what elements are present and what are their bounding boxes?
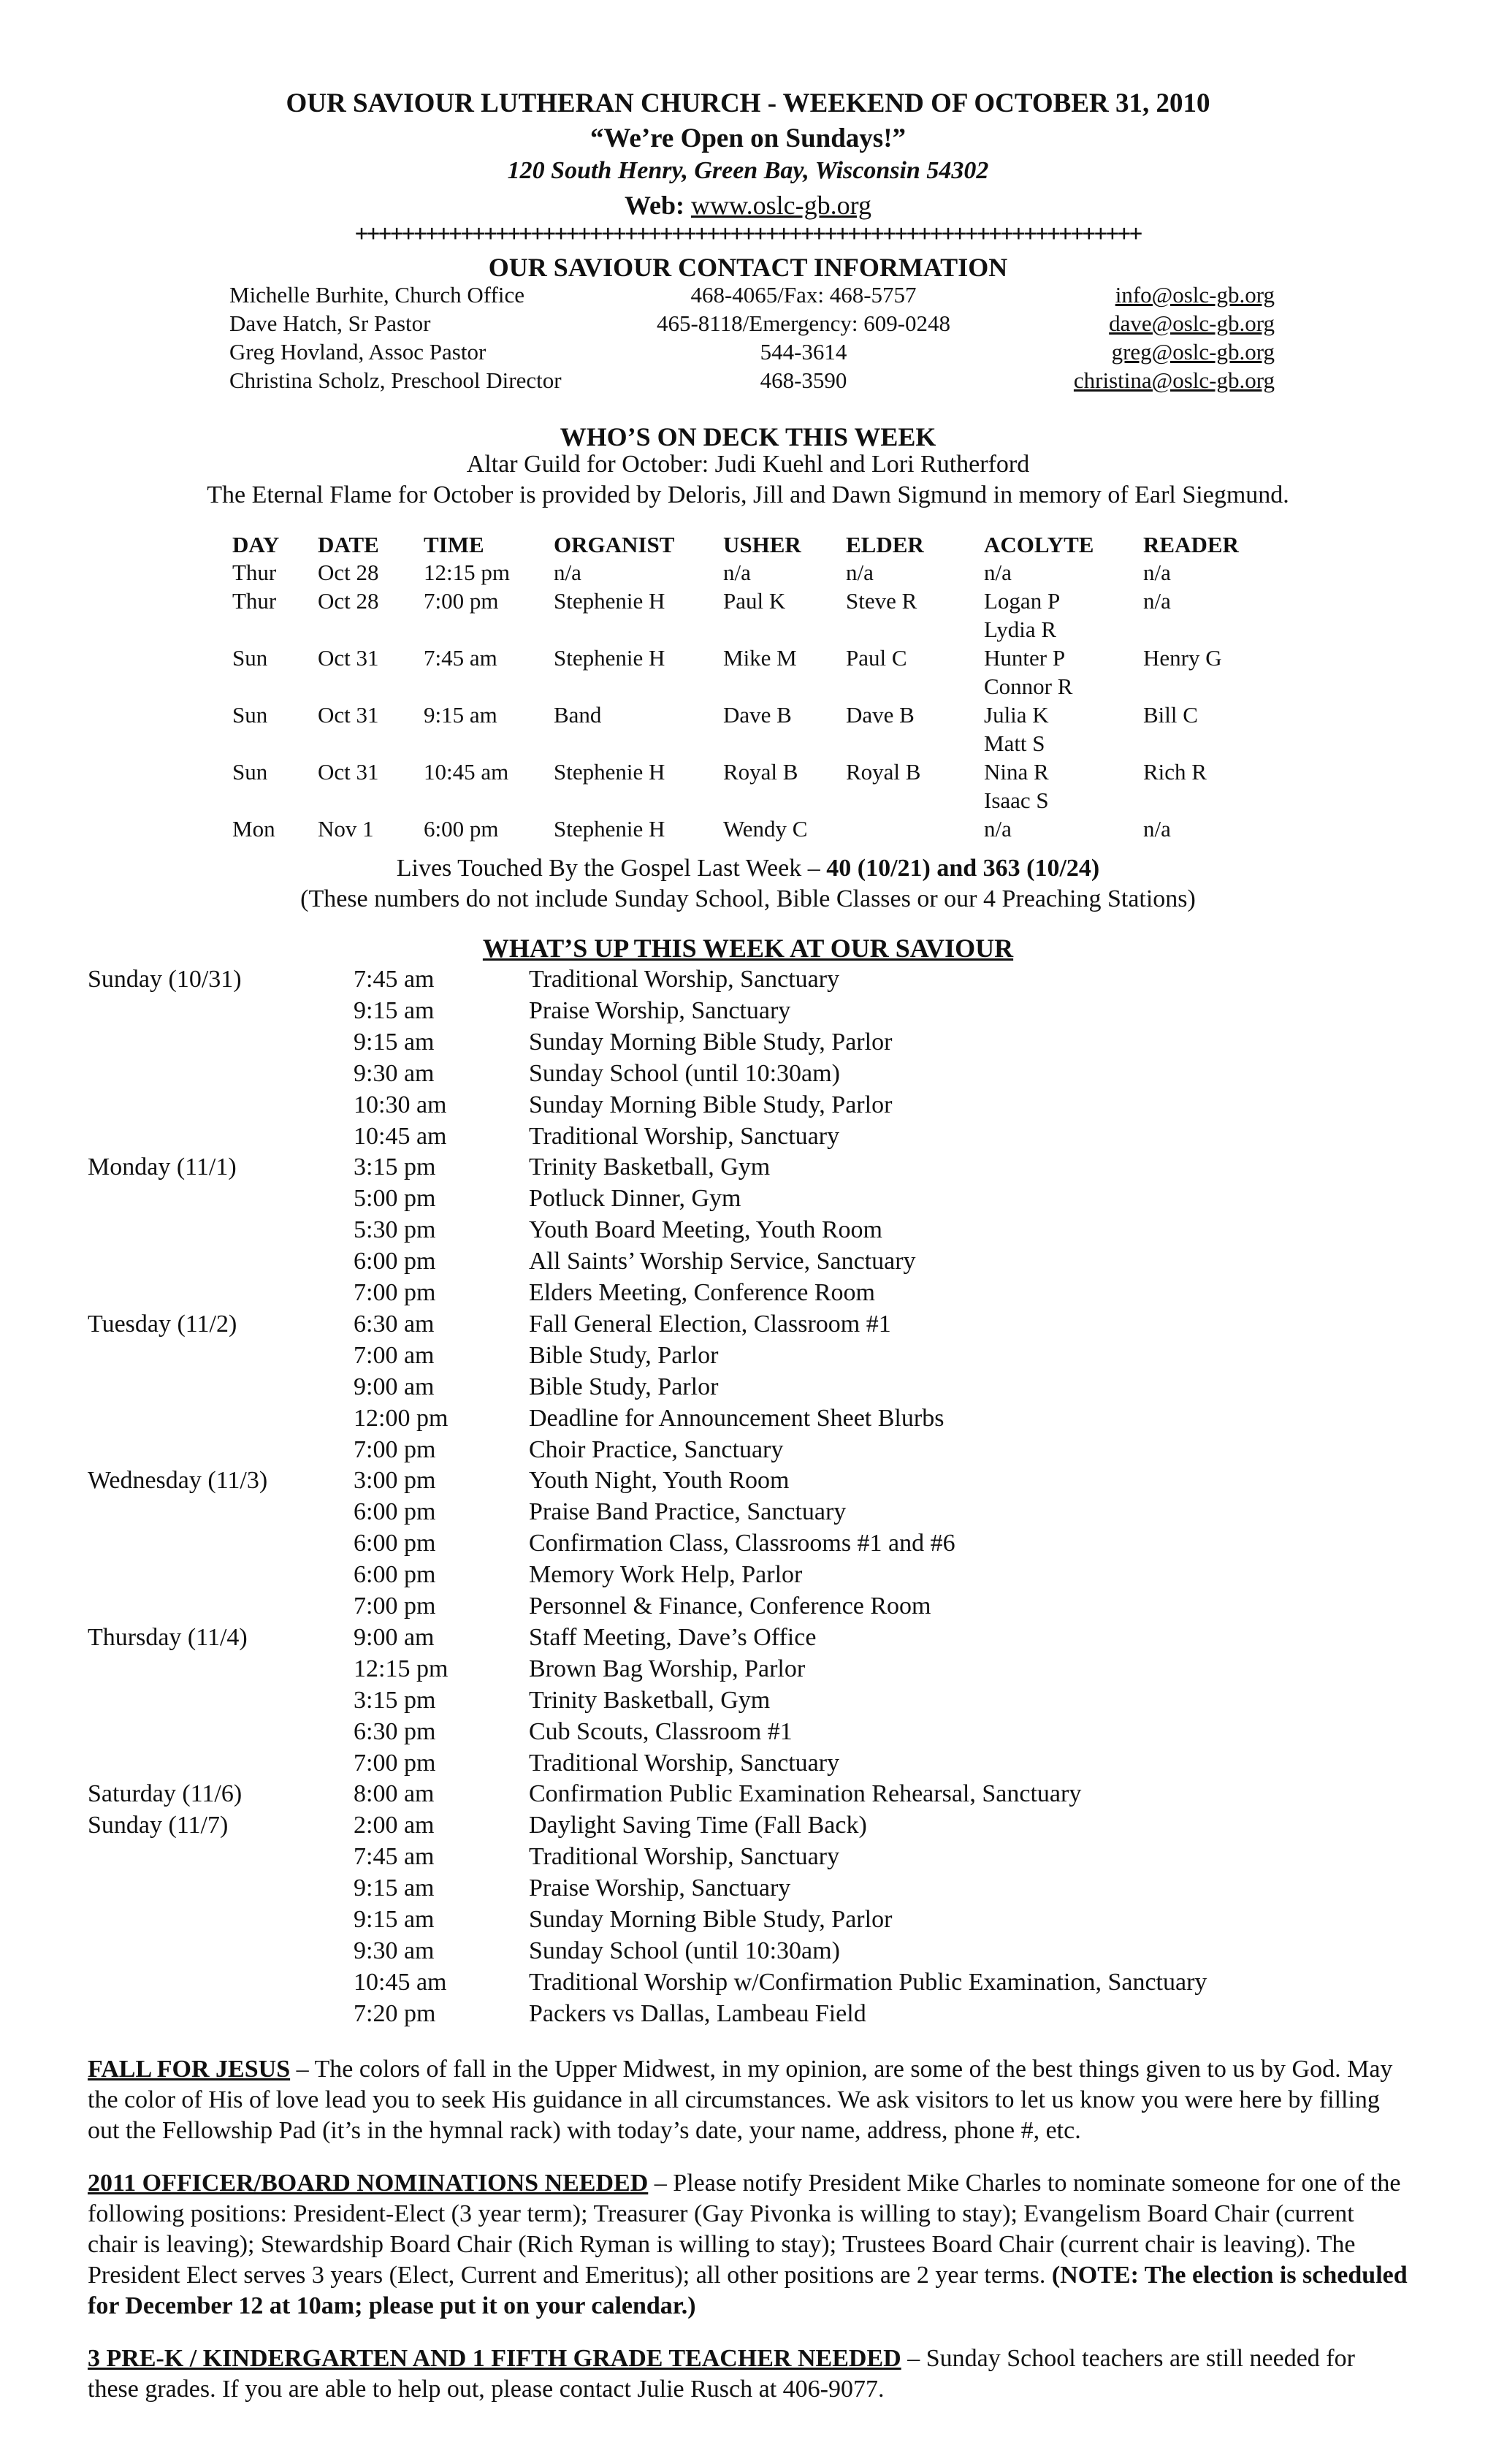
schedule-row-continued	[0, 617, 1496, 646]
cell-usher: Wendy C	[723, 816, 808, 842]
event-time: 7:00 pm	[354, 1749, 436, 1777]
col-header-usher: USHER	[723, 532, 801, 557]
contact-row	[0, 282, 1496, 311]
contact-name: Michelle Burhite, Church Office	[229, 282, 525, 308]
lives-touched-note: (These numbers do not include Sunday School, Bible Classes or our 4 Preaching Stations)	[300, 885, 1196, 912]
contact-phone: 468-4065/Fax: 468-5757	[690, 282, 917, 308]
event-row	[0, 1216, 1496, 1247]
cell-day: Mon	[232, 816, 275, 842]
event-time: 9:30 am	[354, 1937, 435, 1964]
event-time: 9:00 am	[354, 1623, 435, 1651]
event-time: 3:15 pm	[354, 1686, 436, 1714]
event-description: Traditional Worship, Sanctuary	[529, 966, 840, 993]
col-header-organist: ORGANIST	[554, 532, 675, 557]
event-time: 2:00 am	[354, 1812, 435, 1839]
event-row	[0, 1467, 1496, 1498]
contact-email-link[interactable]: info@oslc-gb.org	[1115, 282, 1275, 308]
cell-elder: Royal B	[846, 759, 921, 785]
website-line	[0, 190, 1496, 221]
contact-phone: 465-8118/Emergency: 609-0248	[656, 310, 951, 336]
cell-day: Thur	[232, 560, 277, 585]
lives-touched-text: Lives Touched By the Gospel Last Week –	[396, 855, 827, 882]
event-description: Youth Night, Youth Room	[529, 1467, 790, 1495]
event-description: Youth Board Meeting, Youth Room	[529, 1216, 882, 1244]
event-description: Trinity Basketball, Gym	[529, 1686, 771, 1714]
cell-usher: Mike M	[723, 645, 797, 671]
announcement-body: – Please notify President Mike Charles to nominate someone for one of the following positions: President-Elect (3 year term); Treasurer (Gay Pivonka is willing to stay); Evangelism Board Chair (current chair is leaving); Stewardship Board Chair (Rich Ryman is willing to stay); Trustees Board Chair (current chair is leaving). The President Elect serves 3 years (Elect, Current and Emeritus); all other positions are 2 year terms.	[88, 2170, 1401, 2289]
col-header-time: TIME	[424, 532, 484, 557]
contact-phone: 468-3590	[760, 367, 847, 393]
fall-for-jesus-announcement	[88, 2054, 1410, 2146]
cell-acolyte-second: Isaac S	[984, 787, 1049, 813]
announcement-note: (NOTE: The election is scheduled for December 12 at 10am; please put it on your calendar.)	[88, 2262, 1408, 2319]
announcement-heading: 3 PRE-K / KINDERGARTEN AND 1 FIFTH GRADE TEACHER NEEDED	[88, 2345, 901, 2372]
church-address: 120 South Henry, Green Bay, Wisconsin 54302	[507, 157, 989, 184]
event-row	[0, 1185, 1496, 1216]
event-day: Monday (11/1)	[88, 1153, 237, 1181]
cell-date: Oct 31	[318, 702, 379, 728]
cell-date: Oct 31	[318, 759, 379, 785]
event-row	[0, 1342, 1496, 1373]
event-time: 6:30 pm	[354, 1717, 436, 1745]
event-row	[0, 1153, 1496, 1184]
cell-usher: Paul K	[723, 588, 786, 614]
cell-acolyte: Julia K	[984, 702, 1049, 728]
event-description: Bible Study, Parlor	[529, 1341, 719, 1369]
event-description: Sunday School (until 10:30am)	[529, 1937, 840, 1964]
event-description: Fall General Election, Classroom #1	[529, 1310, 891, 1338]
schedule-row	[0, 816, 1496, 845]
event-time: 7:45 am	[354, 1843, 435, 1871]
contact-email-link[interactable]: greg@oslc-gb.org	[1111, 339, 1275, 365]
event-time: 7:45 am	[354, 966, 435, 993]
event-day: Sunday (10/31)	[88, 966, 242, 993]
website-link[interactable]: www.oslc-gb.org	[691, 191, 871, 220]
event-description: Potluck Dinner, Gym	[529, 1185, 741, 1213]
cell-organist: n/a	[554, 560, 581, 585]
event-time: 7:00 pm	[354, 1435, 436, 1463]
cell-usher: n/a	[723, 560, 751, 585]
cell-date: Oct 28	[318, 560, 379, 585]
event-row	[0, 997, 1496, 1028]
cell-organist: Stephenie H	[554, 645, 665, 671]
event-row	[0, 1530, 1496, 1560]
event-description: Brown Bag Worship, Parlor	[529, 1655, 806, 1682]
event-row	[0, 1718, 1496, 1749]
teachers-needed-announcement	[88, 2343, 1410, 2405]
bulletin-slogan: “We’re Open on Sundays!”	[589, 123, 907, 153]
event-description: Personnel & Finance, Conference Room	[529, 1593, 931, 1620]
event-description: Confirmation Class, Classrooms #1 and #6	[529, 1530, 955, 1557]
schedule-row	[0, 645, 1496, 674]
cell-time: 7:00 pm	[424, 588, 499, 614]
cell-reader: n/a	[1143, 560, 1171, 585]
cell-day: Thur	[232, 588, 277, 614]
event-time: 6:00 pm	[354, 1498, 436, 1526]
event-row	[0, 1874, 1496, 1905]
event-time: 7:00 am	[354, 1341, 435, 1369]
event-row	[0, 2000, 1496, 2031]
event-row	[0, 1561, 1496, 1592]
event-time: 3:00 pm	[354, 1467, 436, 1495]
altar-guild-line: Altar Guild for October: Judi Kuehl and Lori Rutherford	[466, 451, 1030, 478]
cell-time: 6:00 pm	[424, 816, 499, 842]
cell-day: Sun	[232, 759, 268, 785]
event-time: 9:15 am	[354, 1028, 435, 1056]
event-row	[0, 1123, 1496, 1153]
event-time: 6:00 pm	[354, 1530, 436, 1557]
cell-acolyte-second: Matt S	[984, 731, 1045, 756]
event-description: Deadline for Announcement Sheet Blurbs	[529, 1404, 944, 1432]
contact-email-link[interactable]: dave@oslc-gb.org	[1109, 310, 1275, 336]
contact-row	[0, 339, 1496, 368]
cell-elder: Dave B	[846, 702, 915, 728]
contact-phone: 544-3614	[760, 339, 847, 365]
cell-acolyte: Hunter P	[984, 645, 1066, 671]
cell-time: 9:15 am	[424, 702, 497, 728]
cell-time: 10:45 am	[424, 759, 509, 785]
cell-usher: Dave B	[723, 702, 792, 728]
schedule-header-row	[0, 532, 1496, 561]
event-description: Confirmation Public Examination Rehearsal, Sanctuary	[529, 1780, 1082, 1808]
cell-reader: n/a	[1143, 588, 1171, 614]
event-row	[0, 1436, 1496, 1467]
nominations-announcement	[88, 2168, 1410, 2322]
cell-organist: Band	[554, 702, 602, 728]
event-description: Sunday School (until 10:30am)	[529, 1059, 840, 1087]
event-description: Elders Meeting, Conference Room	[529, 1279, 875, 1306]
event-time: 10:45 am	[354, 1968, 447, 1996]
event-description: Traditional Worship, Sanctuary	[529, 1843, 840, 1871]
contact-email-link[interactable]: christina@oslc-gb.org	[1073, 367, 1275, 393]
cell-acolyte-second: Lydia R	[984, 617, 1057, 642]
cell-acolyte: Nina R	[984, 759, 1049, 785]
announcement-body: – The colors of fall in the Upper Midwest, in my opinion, are some of the best things given to us by God. May the color of His of love lead you to seek His guidance in all circumstances. We ask visitors to let us know you were here by filling out the Fellowship Pad (it’s in the hymnal rack) with today’s date, your name, address, phone #, etc.	[88, 2056, 1393, 2144]
event-time: 9:15 am	[354, 996, 435, 1024]
event-time: 12:00 pm	[354, 1404, 449, 1432]
event-description: Choir Practice, Sanctuary	[529, 1435, 784, 1463]
cell-reader: Henry G	[1143, 645, 1222, 671]
event-row	[0, 1687, 1496, 1717]
cell-elder: n/a	[846, 560, 874, 585]
event-day: Thursday (11/4)	[88, 1623, 248, 1651]
website-label: Web:	[625, 191, 685, 220]
event-row	[0, 1498, 1496, 1529]
event-description: Daylight Saving Time (Fall Back)	[529, 1812, 867, 1839]
event-time: 8:00 am	[354, 1780, 435, 1808]
event-row	[0, 1812, 1496, 1842]
event-time: 10:30 am	[354, 1091, 447, 1118]
cell-reader: n/a	[1143, 816, 1171, 842]
cell-acolyte: n/a	[984, 816, 1012, 842]
cell-acolyte: n/a	[984, 560, 1012, 585]
event-description: Traditional Worship, Sanctuary	[529, 1122, 840, 1150]
contact-name: Dave Hatch, Sr Pastor	[229, 310, 431, 336]
event-row	[0, 1624, 1496, 1655]
contact-row	[0, 310, 1496, 340]
event-time: 7:00 pm	[354, 1593, 436, 1620]
event-time: 9:00 am	[354, 1373, 435, 1400]
event-time: 7:00 pm	[354, 1279, 436, 1306]
eternal-flame-line: The Eternal Flame for October is provided by Deloris, Jill and Dawn Sigmund in memory of Earl Siegmund.	[207, 481, 1289, 508]
event-description: Bible Study, Parlor	[529, 1373, 719, 1400]
event-time: 6:30 am	[354, 1310, 435, 1338]
event-row	[0, 1906, 1496, 1937]
event-row	[0, 1091, 1496, 1122]
event-time: 3:15 pm	[354, 1153, 436, 1181]
cell-reader: Rich R	[1143, 759, 1207, 785]
announcement-heading: FALL FOR JESUS	[88, 2056, 291, 2083]
event-description: Praise Worship, Sanctuary	[529, 1874, 791, 1902]
cell-acolyte: Logan P	[984, 588, 1061, 614]
col-header-reader: READER	[1143, 532, 1239, 557]
cell-elder: Steve R	[846, 588, 917, 614]
event-time: 5:30 pm	[354, 1216, 436, 1244]
event-row	[0, 1311, 1496, 1341]
cell-day: Sun	[232, 645, 268, 671]
event-row	[0, 1655, 1496, 1686]
cell-time: 7:45 am	[424, 645, 497, 671]
event-row	[0, 1060, 1496, 1091]
event-time: 9:15 am	[354, 1874, 435, 1902]
lives-touched-line	[0, 855, 1496, 882]
event-time: 7:20 pm	[354, 1999, 436, 2027]
plus-divider: +++++++++++++++++++++++++++++++++++++++++++++++++++++++++++++++++++	[354, 221, 1142, 246]
event-row	[0, 1937, 1496, 1968]
col-header-day: DAY	[232, 532, 280, 557]
bulletin-title: OUR SAVIOUR LUTHERAN CHURCH - WEEKEND OF OCTOBER 31, 2010	[286, 88, 1210, 118]
event-description: Memory Work Help, Parlor	[529, 1561, 803, 1589]
schedule-row	[0, 560, 1496, 589]
contact-row	[0, 367, 1496, 397]
event-description: Staff Meeting, Dave’s Office	[529, 1623, 817, 1651]
event-row	[0, 1248, 1496, 1278]
col-header-elder: ELDER	[846, 532, 924, 557]
schedule-row-continued	[0, 787, 1496, 817]
event-row	[0, 1279, 1496, 1310]
on-deck-title: WHO’S ON DECK THIS WEEK	[560, 422, 936, 451]
event-description: Sunday Morning Bible Study, Parlor	[529, 1028, 893, 1056]
cell-date: Oct 31	[318, 645, 379, 671]
contact-name: Christina Scholz, Preschool Director	[229, 367, 562, 393]
lives-touched-numbers: 40 (10/21) and 363 (10/24)	[826, 855, 1100, 882]
event-description: Traditional Worship w/Confirmation Public Examination, Sanctuary	[529, 1968, 1207, 1996]
event-description: Trinity Basketball, Gym	[529, 1153, 771, 1181]
event-row	[0, 1593, 1496, 1623]
event-time: 9:15 am	[354, 1906, 435, 1933]
cell-date: Nov 1	[318, 816, 374, 842]
col-header-acolyte: ACOLYTE	[984, 532, 1094, 557]
cell-organist: Stephenie H	[554, 588, 665, 614]
cell-usher: Royal B	[723, 759, 798, 785]
event-day: Wednesday (11/3)	[88, 1467, 268, 1495]
cell-date: Oct 28	[318, 588, 379, 614]
announcement-heading: 2011 OFFICER/BOARD NOMINATIONS NEEDED	[88, 2170, 649, 2197]
event-row	[0, 1373, 1496, 1404]
event-row	[0, 1843, 1496, 1874]
event-time: 12:15 pm	[354, 1655, 449, 1682]
cell-elder: Paul C	[846, 645, 907, 671]
event-description: All Saints’ Worship Service, Sanctuary	[529, 1248, 916, 1275]
event-time: 5:00 pm	[354, 1185, 436, 1213]
event-row	[0, 1969, 1496, 1999]
event-description: Traditional Worship, Sanctuary	[529, 1749, 840, 1777]
event-time: 9:30 am	[354, 1059, 435, 1087]
event-description: Packers vs Dallas, Lambeau Field	[529, 1999, 866, 2027]
schedule-row-continued	[0, 731, 1496, 760]
cell-reader: Bill C	[1143, 702, 1198, 728]
cell-organist: Stephenie H	[554, 759, 665, 785]
event-time: 6:00 pm	[354, 1248, 436, 1275]
event-time: 10:45 am	[354, 1122, 447, 1150]
contact-section-title: OUR SAVIOUR CONTACT INFORMATION	[488, 253, 1008, 282]
event-day: Saturday (11/6)	[88, 1780, 243, 1808]
event-day: Sunday (11/7)	[88, 1812, 229, 1839]
schedule-row	[0, 588, 1496, 617]
event-time: 6:00 pm	[354, 1561, 436, 1589]
contact-name: Greg Hovland, Assoc Pastor	[229, 339, 486, 365]
schedule-row	[0, 759, 1496, 788]
event-row	[0, 966, 1496, 996]
event-day: Tuesday (11/2)	[88, 1310, 237, 1338]
cell-time: 12:15 pm	[424, 560, 510, 585]
event-row	[0, 1029, 1496, 1059]
event-description: Cub Scouts, Classroom #1	[529, 1717, 793, 1745]
cell-organist: Stephenie H	[554, 816, 665, 842]
event-row	[0, 1750, 1496, 1780]
schedule-row	[0, 702, 1496, 731]
schedule-row-continued	[0, 674, 1496, 703]
event-description: Sunday Morning Bible Study, Parlor	[529, 1091, 893, 1118]
event-description: Praise Worship, Sanctuary	[529, 996, 791, 1024]
col-header-date: DATE	[318, 532, 379, 557]
whats-up-title: WHAT’S UP THIS WEEK AT OUR SAVIOUR	[482, 934, 1014, 963]
event-description: Praise Band Practice, Sanctuary	[529, 1498, 847, 1526]
announcement-body: – Sunday School teachers are still needed for these grades. If you are able to help out, please contact Julie Rusch at 406-9077.	[88, 2345, 1355, 2403]
cell-day: Sun	[232, 702, 268, 728]
event-row	[0, 1780, 1496, 1811]
cell-acolyte-second: Connor R	[984, 674, 1073, 699]
event-row	[0, 1405, 1496, 1435]
event-description: Sunday Morning Bible Study, Parlor	[529, 1906, 893, 1933]
